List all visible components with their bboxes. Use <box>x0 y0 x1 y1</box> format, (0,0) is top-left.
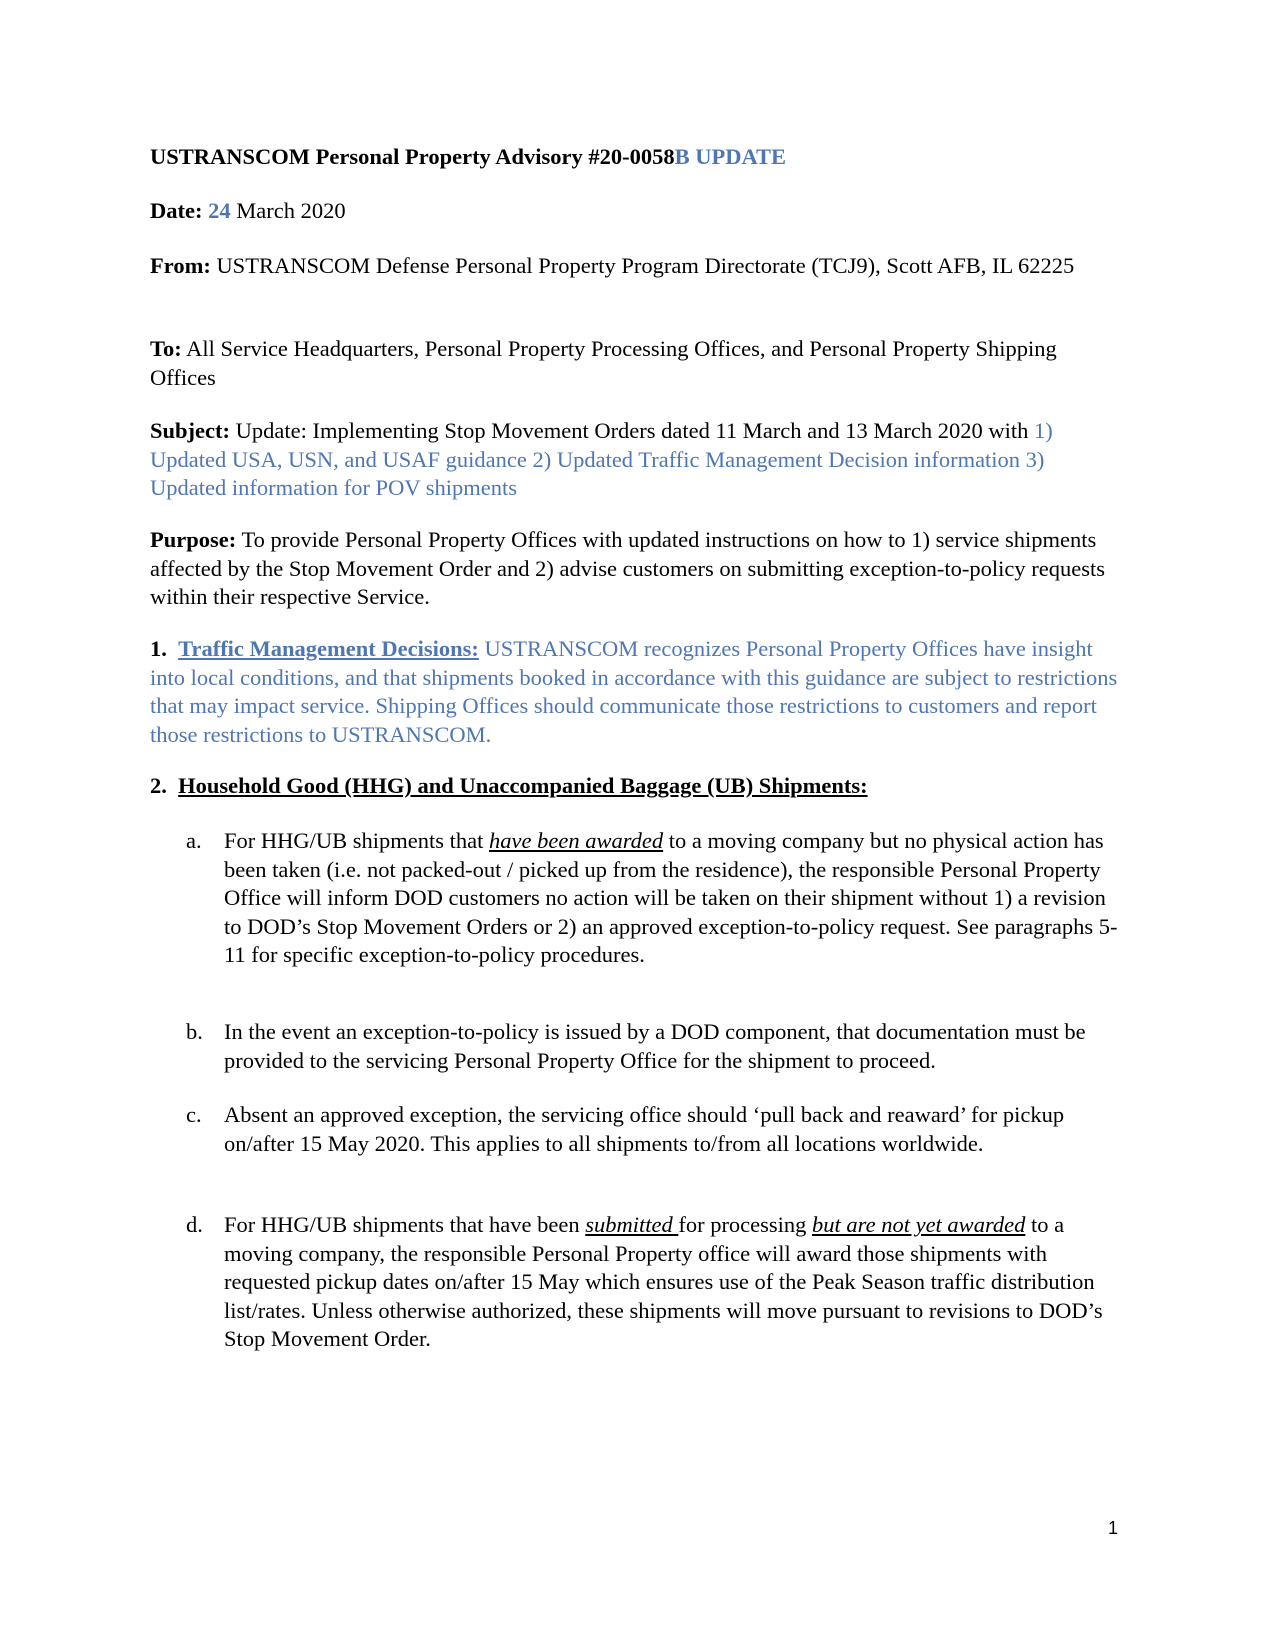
item-text-mid: for processing <box>678 1212 813 1237</box>
section-2-heading: Household Good (HHG) and Unaccompanied Baggage (UB) Shipments: <box>178 773 868 798</box>
page-number: 1 <box>1108 1518 1119 1538</box>
item-emphasis-submitted: submitted <box>585 1212 679 1237</box>
item-text-pre: For HHG/UB shipments that have been <box>224 1212 586 1237</box>
item-emphasis-not-awarded: but are not yet awarded <box>812 1212 1026 1237</box>
item-label: c. <box>186 1102 202 1127</box>
purpose-line <box>150 526 1125 612</box>
to-line <box>150 335 1125 392</box>
item-emphasis: have been awarded <box>489 828 664 853</box>
to-label: To: <box>150 336 182 361</box>
section-2-heading-line <box>150 772 1125 801</box>
subject-label: Subject: <box>150 418 230 443</box>
from-text: USTRANSCOM Defense Personal Property Program Directorate (TCJ9), Scott AFB, IL 62225 <box>210 253 1075 278</box>
subject-updates: 1) Updated USA, USN, and USAF guidance 2) Updated Traffic Management Decision information 3) Updated information for POV shipments <box>150 418 1053 500</box>
advisory-title <box>150 143 1125 172</box>
item-label: a. <box>186 828 202 853</box>
to-text: All Service Headquarters, Personal Property Processing Offices, and Personal Property Shipping Offices <box>150 336 1057 390</box>
date-day: 24 <box>208 198 231 223</box>
section-2-number: 2. <box>150 773 167 798</box>
item-text: Absent an approved exception, the servicing office should ‘pull back and reaward’ for pickup on/after 15 May 2020. This applies to all shipments to/from all locations worldwide. <box>224 1102 1065 1156</box>
purpose-label: Purpose: <box>150 527 237 552</box>
date-label: Date: <box>150 198 203 223</box>
from-label: From: <box>150 253 211 278</box>
item-text-post: to a moving company, the responsible Personal Property office will award those shipments with requested pickup dates on/after 15 May which ensures use of the Peak Season traffic distribution list/rates. Unless otherwise authorized, these shipments will move pursuant to revisions to DOD’s Stop Movement Order. <box>224 1212 1103 1351</box>
section-1-number: 1. <box>150 636 167 661</box>
item-text: In the event an exception-to-policy is issued by a DOD component, that documentation must be provided to the servicing Personal Property Office for the shipment to proceed. <box>224 1019 1086 1073</box>
purpose-text: To provide Personal Property Offices with updated instructions on how to 1) service shipments affected by the Stop Movement Order and 2) advise customers on submitting exception-to-policy requests within their respective Service. <box>150 527 1105 609</box>
from-line <box>150 252 1125 281</box>
date-line <box>150 197 1125 226</box>
item-label: b. <box>186 1019 203 1044</box>
title-suffix: B UPDATE <box>674 144 787 169</box>
item-text <box>224 1211 1124 1354</box>
section-1-text: USTRANSCOM recognizes Personal Property Offices have insight into local conditions, and that shipments booked in accordance with this guidance are subject to restrictions that may impact service. Shipping Offices should communicate those restrictions to customers and report those restrictions to USTRANSCOM. <box>150 636 1118 747</box>
title-main: USTRANSCOM Personal Property Advisory #20-0058 <box>150 144 675 169</box>
item-text <box>224 827 1124 970</box>
subject-text: Update: Implementing Stop Movement Orders dated 11 March and 13 March 2020 with <box>230 418 1034 443</box>
subject-line <box>150 417 1125 503</box>
date-rest: March 2020 <box>230 198 346 223</box>
section-1 <box>150 635 1125 749</box>
item-text-post: to a moving company but no physical action has been taken (i.e. not packed-out / picked up from the residence), the responsible Personal Property Office will inform DOD customers no action will be taken on their shipment without 1) a revision to DOD’s Stop Movement Orders or 2) an approved exception-to-policy request. See paragraphs 5-11 for specific exception-to-policy procedures. <box>224 828 1118 967</box>
section-1-heading: Traffic Management Decisions: <box>178 636 479 661</box>
item-label: d. <box>186 1212 203 1237</box>
item-text-pre: For HHG/UB shipments that <box>224 828 490 853</box>
